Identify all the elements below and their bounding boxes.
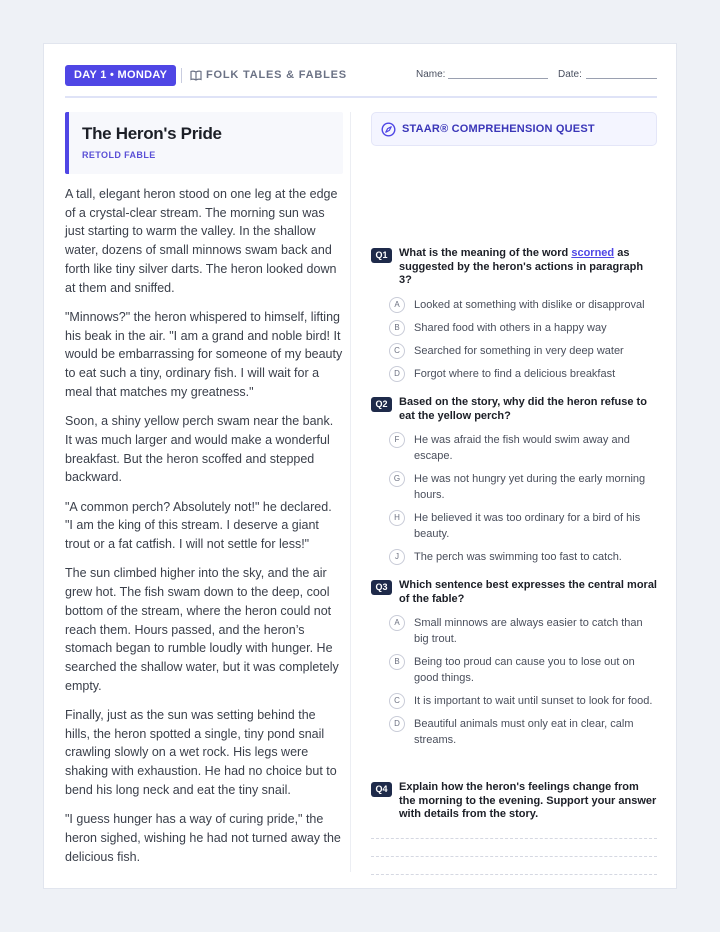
answer-letter-bubble[interactable]: A <box>389 297 405 313</box>
answer-option[interactable] <box>389 366 657 382</box>
story-column <box>65 112 343 877</box>
answer-option[interactable] <box>389 615 657 647</box>
story-paragraph: "Minnows?" the heron whispered to himself, lifting his beak in the air. "I am a grand and noble bird! It would be embarrassing for someone of my beauty to eat such a tiny, ordinary fish. I will wait for a meal that matches my greatness." <box>65 309 343 399</box>
answer-text: He was afraid the fish would swim away and escape. <box>414 434 630 463</box>
quest-banner <box>371 112 657 146</box>
answer-option[interactable] <box>389 343 657 359</box>
compass-icon <box>381 122 396 137</box>
story-paragraph: Finally, just as the sun was setting behind the hills, the heron spotted a single, tiny pond snail crawling slowly on a wet rock. His legs were shaking with exhaustion. He had no choice but to bend his long neck and eat the tiny snail. <box>65 708 337 797</box>
answer-option[interactable] <box>389 654 657 686</box>
question-text: as suggested by the heron's actions in paragraph 3? <box>399 247 644 287</box>
question-number: Q4 <box>371 782 392 797</box>
answer-letter-bubble[interactable]: J <box>389 549 405 565</box>
worksheet-header <box>65 65 657 98</box>
name-field[interactable] <box>448 78 548 79</box>
question-prompt <box>399 247 657 288</box>
answer-letter-bubble[interactable]: B <box>389 654 405 670</box>
answer-option[interactable] <box>389 716 657 748</box>
question-3 <box>371 579 657 748</box>
story-passage <box>65 185 343 866</box>
unit-label-text: FOLK TALES & FABLES <box>206 69 347 81</box>
header-divider <box>181 68 182 83</box>
answer-letter-bubble[interactable]: A <box>389 615 405 631</box>
story-paragraph: Soon, a shiny yellow perch swam near the bank. It was much larger and would make a wonderful breakfast. But the heron scoffed and stepped backward. <box>65 414 334 485</box>
story-paragraph: "I guess hunger has a way of curing pride," the heron sighed, wishing he had not turned away the delicious fish. <box>65 812 341 864</box>
answer-options <box>371 615 657 748</box>
story-paragraph: "A common perch? Absolutely not!" he declared. "I am the king of this stream. I deserve a giant trout or a fat catfish. I will not settle for less!" <box>65 499 332 552</box>
question-number: Q2 <box>371 397 392 412</box>
answer-letter-bubble[interactable]: B <box>389 320 405 336</box>
question-1 <box>371 247 657 382</box>
answer-option[interactable] <box>389 549 657 565</box>
question-2 <box>371 396 657 565</box>
column-divider <box>350 112 351 872</box>
question-text: Explain how the heron's feelings change from the morning to the evening. Support your answer with details from the story. <box>399 781 657 821</box>
answer-text: Shared food with others in a happy way <box>414 321 607 334</box>
book-icon <box>190 70 202 81</box>
name-label: Name: <box>416 69 446 80</box>
answer-option[interactable] <box>389 471 657 503</box>
answer-line[interactable] <box>371 857 657 875</box>
answer-letter-bubble[interactable]: D <box>389 716 405 732</box>
answer-options <box>371 432 657 565</box>
answer-option[interactable] <box>389 432 657 464</box>
answer-letter-bubble[interactable]: G <box>389 471 405 487</box>
story-subtitle: RETOLD FABLE <box>82 150 156 160</box>
story-paragraph: The sun climbed higher into the sky, and the air grew hot. The fish swam down to the deep, cool bottom of the stream, where the heron could not reach them. Hours passed, and the heron’s stomach began to rumble loudly with hunger. He searched the shallow water, but it was completely empty. <box>65 566 339 693</box>
story-title-box <box>65 112 343 174</box>
worksheet <box>43 43 677 889</box>
question-4 <box>371 781 657 822</box>
answer-letter-bubble[interactable]: F <box>389 432 405 448</box>
question-text: Based on the story, why did the heron refuse to eat the yellow perch? <box>399 396 647 422</box>
answer-text: He believed it was too ordinary for a bird of his beauty. <box>414 512 641 541</box>
story-title: The Heron's Pride <box>82 124 222 143</box>
quest-title: STAAR® COMPREHENSION QUEST <box>402 123 595 135</box>
questions-column <box>371 112 657 821</box>
answer-options <box>371 297 657 382</box>
vocab-word: scorned <box>571 247 615 259</box>
answer-letter-bubble[interactable]: C <box>389 343 405 359</box>
answer-option[interactable] <box>389 297 657 313</box>
answer-letter-bubble[interactable]: H <box>389 510 405 526</box>
answer-text: Forgot where to find a delicious breakfast <box>414 367 616 380</box>
answer-text: The perch was swimming too fast to catch. <box>414 551 622 564</box>
answer-text: Beautiful animals must only eat in clear, calm streams. <box>414 718 634 747</box>
answer-option[interactable] <box>389 510 657 542</box>
story-paragraph: A tall, elegant heron stood on one leg at the edge of a crystal-clear stream. The morning sun was just starting to warm the valley. In the shallow water, dozens of small minnows swam back and forth like tiny silver darts. The heron looked down at them and sniffed. <box>65 187 338 295</box>
answer-line[interactable] <box>371 821 657 839</box>
answer-text: Being too proud can cause you to lose out on good things. <box>414 656 635 685</box>
answer-letter-bubble[interactable]: C <box>389 693 405 709</box>
answer-letter-bubble[interactable]: D <box>389 366 405 382</box>
date-label: Date: <box>558 69 582 80</box>
answer-line[interactable] <box>371 839 657 857</box>
answer-text: It is important to wait until sunset to look for food. <box>414 695 653 708</box>
answer-text: Searched for something in very deep water <box>414 344 624 357</box>
written-answer-area[interactable] <box>371 821 657 875</box>
answer-text: Looked at something with dislike or disapproval <box>414 298 645 311</box>
question-text: Which sentence best expresses the central moral of the fable? <box>399 579 657 605</box>
question-number: Q1 <box>371 248 392 263</box>
question-text: What is the meaning of the word <box>399 247 572 259</box>
date-field[interactable] <box>586 78 657 79</box>
answer-option[interactable] <box>389 320 657 336</box>
question-number: Q3 <box>371 580 392 595</box>
answer-text: Small minnows are always easier to catch than big trout. <box>414 617 643 646</box>
answer-option[interactable] <box>389 693 657 709</box>
day-badge: DAY 1 • MONDAY <box>65 65 176 86</box>
unit-label <box>190 65 347 86</box>
answer-text: He was not hungry yet during the early morning hours. <box>414 473 646 502</box>
